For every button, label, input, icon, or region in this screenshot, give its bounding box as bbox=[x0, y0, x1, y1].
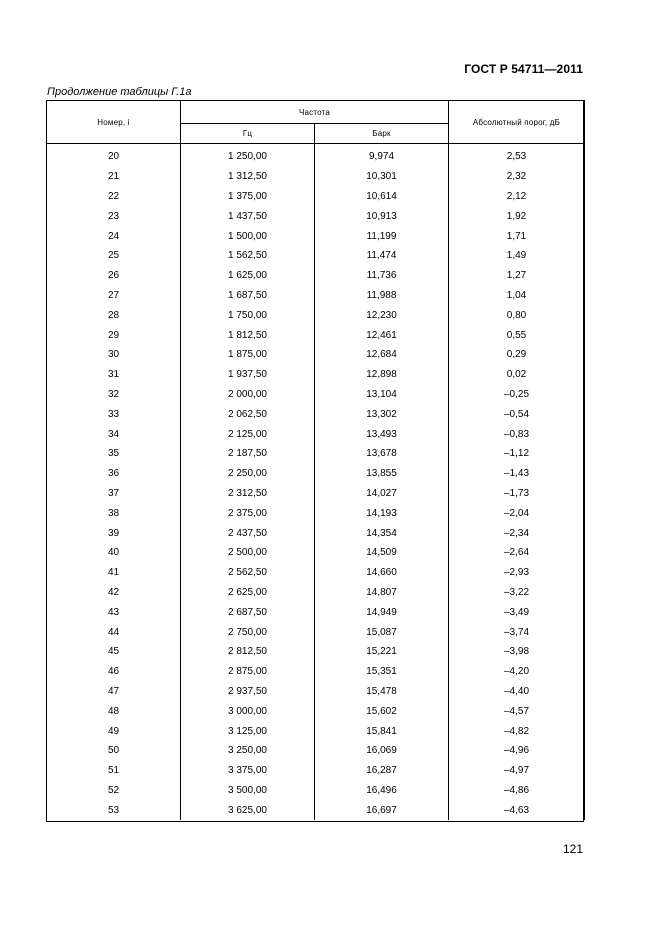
cell-number: 43 bbox=[47, 602, 181, 622]
frequency-threshold-table bbox=[46, 100, 585, 820]
cell-threshold: –1,43 bbox=[449, 464, 585, 484]
cell-number: 21 bbox=[47, 167, 181, 187]
table-row bbox=[47, 800, 585, 820]
cell-number: 46 bbox=[47, 662, 181, 682]
cell-threshold: –0,25 bbox=[449, 385, 585, 405]
cell-threshold: –1,73 bbox=[449, 484, 585, 504]
header-number: Номер, i bbox=[47, 101, 181, 144]
cell-number: 47 bbox=[47, 682, 181, 702]
cell-number: 33 bbox=[47, 404, 181, 424]
table-frame bbox=[46, 100, 584, 822]
header-threshold: Абсолютный порог, дБ bbox=[449, 101, 585, 144]
cell-hz: 2 562,50 bbox=[181, 563, 315, 583]
cell-threshold: –4,97 bbox=[449, 761, 585, 781]
cell-bark: 15,221 bbox=[315, 642, 449, 662]
cell-hz: 2 187,50 bbox=[181, 444, 315, 464]
cell-number: 24 bbox=[47, 226, 181, 246]
cell-number: 51 bbox=[47, 761, 181, 781]
cell-number: 49 bbox=[47, 721, 181, 741]
cell-hz: 1 687,50 bbox=[181, 286, 315, 306]
cell-threshold: 2,53 bbox=[449, 144, 585, 167]
cell-bark: 12,684 bbox=[315, 345, 449, 365]
table-body bbox=[47, 144, 585, 821]
table-row bbox=[47, 701, 585, 721]
cell-threshold: –4,96 bbox=[449, 741, 585, 761]
header-frequency: Частота bbox=[181, 101, 449, 124]
table-row bbox=[47, 286, 585, 306]
table-row bbox=[47, 365, 585, 385]
cell-bark: 16,069 bbox=[315, 741, 449, 761]
cell-bark: 10,913 bbox=[315, 206, 449, 226]
cell-bark: 12,898 bbox=[315, 365, 449, 385]
cell-threshold: 1,49 bbox=[449, 246, 585, 266]
table-row bbox=[47, 721, 585, 741]
cell-number: 48 bbox=[47, 701, 181, 721]
cell-threshold: –4,82 bbox=[449, 721, 585, 741]
cell-number: 34 bbox=[47, 424, 181, 444]
table-row bbox=[47, 543, 585, 563]
cell-number: 40 bbox=[47, 543, 181, 563]
cell-hz: 2 312,50 bbox=[181, 484, 315, 504]
cell-number: 29 bbox=[47, 325, 181, 345]
table-row bbox=[47, 144, 585, 167]
table-row bbox=[47, 266, 585, 286]
cell-threshold: –3,22 bbox=[449, 583, 585, 603]
cell-hz: 2 875,00 bbox=[181, 662, 315, 682]
table-row bbox=[47, 523, 585, 543]
cell-threshold: 1,04 bbox=[449, 286, 585, 306]
cell-hz: 1 625,00 bbox=[181, 266, 315, 286]
cell-threshold: –2,64 bbox=[449, 543, 585, 563]
cell-number: 23 bbox=[47, 206, 181, 226]
cell-hz: 2 625,00 bbox=[181, 583, 315, 603]
table-row bbox=[47, 464, 585, 484]
table-row bbox=[47, 622, 585, 642]
cell-bark: 15,841 bbox=[315, 721, 449, 741]
cell-hz: 3 000,00 bbox=[181, 701, 315, 721]
cell-number: 44 bbox=[47, 622, 181, 642]
cell-bark: 15,602 bbox=[315, 701, 449, 721]
cell-number: 26 bbox=[47, 266, 181, 286]
cell-hz: 1 812,50 bbox=[181, 325, 315, 345]
table-row bbox=[47, 404, 585, 424]
cell-number: 28 bbox=[47, 305, 181, 325]
cell-bark: 14,949 bbox=[315, 602, 449, 622]
cell-bark: 11,988 bbox=[315, 286, 449, 306]
table-row bbox=[47, 741, 585, 761]
cell-hz: 3 250,00 bbox=[181, 741, 315, 761]
cell-bark: 14,509 bbox=[315, 543, 449, 563]
table-row bbox=[47, 424, 585, 444]
cell-threshold: 1,92 bbox=[449, 206, 585, 226]
cell-bark: 14,193 bbox=[315, 503, 449, 523]
cell-hz: 2 250,00 bbox=[181, 464, 315, 484]
cell-bark: 15,478 bbox=[315, 682, 449, 702]
table-row bbox=[47, 662, 585, 682]
cell-number: 22 bbox=[47, 187, 181, 207]
cell-bark: 15,351 bbox=[315, 662, 449, 682]
cell-number: 42 bbox=[47, 583, 181, 603]
cell-bark: 14,027 bbox=[315, 484, 449, 504]
table-row bbox=[47, 761, 585, 781]
cell-threshold: 2,12 bbox=[449, 187, 585, 207]
table-row bbox=[47, 503, 585, 523]
table-row bbox=[47, 563, 585, 583]
cell-bark: 14,807 bbox=[315, 583, 449, 603]
table-row bbox=[47, 226, 585, 246]
cell-bark: 12,230 bbox=[315, 305, 449, 325]
cell-hz: 3 125,00 bbox=[181, 721, 315, 741]
cell-bark: 13,493 bbox=[315, 424, 449, 444]
cell-number: 41 bbox=[47, 563, 181, 583]
cell-bark: 16,496 bbox=[315, 781, 449, 801]
cell-threshold: –2,34 bbox=[449, 523, 585, 543]
cell-threshold: 1,71 bbox=[449, 226, 585, 246]
cell-number: 39 bbox=[47, 523, 181, 543]
cell-hz: 2 687,50 bbox=[181, 602, 315, 622]
cell-threshold: –4,57 bbox=[449, 701, 585, 721]
cell-number: 31 bbox=[47, 365, 181, 385]
cell-threshold: –4,86 bbox=[449, 781, 585, 801]
cell-bark: 10,614 bbox=[315, 187, 449, 207]
cell-number: 27 bbox=[47, 286, 181, 306]
cell-bark: 11,474 bbox=[315, 246, 449, 266]
cell-hz: 1 875,00 bbox=[181, 345, 315, 365]
cell-hz: 1 312,50 bbox=[181, 167, 315, 187]
cell-bark: 15,087 bbox=[315, 622, 449, 642]
cell-threshold: 0,29 bbox=[449, 345, 585, 365]
cell-hz: 3 625,00 bbox=[181, 800, 315, 820]
cell-number: 52 bbox=[47, 781, 181, 801]
cell-hz: 2 000,00 bbox=[181, 385, 315, 405]
table-row bbox=[47, 187, 585, 207]
cell-threshold: 0,02 bbox=[449, 365, 585, 385]
cell-hz: 2 375,00 bbox=[181, 503, 315, 523]
cell-bark: 16,287 bbox=[315, 761, 449, 781]
cell-bark: 16,697 bbox=[315, 800, 449, 820]
table-row bbox=[47, 325, 585, 345]
cell-hz: 1 937,50 bbox=[181, 365, 315, 385]
cell-threshold: –4,20 bbox=[449, 662, 585, 682]
cell-bark: 13,678 bbox=[315, 444, 449, 464]
header-hz: Гц bbox=[181, 124, 315, 144]
table-row bbox=[47, 246, 585, 266]
cell-threshold: 1,27 bbox=[449, 266, 585, 286]
cell-bark: 13,855 bbox=[315, 464, 449, 484]
table-row bbox=[47, 642, 585, 662]
cell-hz: 2 062,50 bbox=[181, 404, 315, 424]
cell-hz: 1 750,00 bbox=[181, 305, 315, 325]
cell-number: 37 bbox=[47, 484, 181, 504]
cell-number: 32 bbox=[47, 385, 181, 405]
cell-bark: 12,461 bbox=[315, 325, 449, 345]
cell-number: 25 bbox=[47, 246, 181, 266]
cell-threshold: 2,32 bbox=[449, 167, 585, 187]
table-row bbox=[47, 305, 585, 325]
cell-hz: 1 500,00 bbox=[181, 226, 315, 246]
cell-hz: 3 500,00 bbox=[181, 781, 315, 801]
cell-bark: 13,104 bbox=[315, 385, 449, 405]
cell-hz: 1 375,00 bbox=[181, 187, 315, 207]
cell-hz: 2 437,50 bbox=[181, 523, 315, 543]
cell-threshold: –3,74 bbox=[449, 622, 585, 642]
cell-number: 45 bbox=[47, 642, 181, 662]
table-row bbox=[47, 444, 585, 464]
cell-hz: 2 937,50 bbox=[181, 682, 315, 702]
cell-bark: 11,199 bbox=[315, 226, 449, 246]
cell-threshold: –3,98 bbox=[449, 642, 585, 662]
table-row bbox=[47, 385, 585, 405]
table-caption: Продолжение таблицы Г.1а bbox=[47, 86, 192, 98]
cell-threshold: –0,54 bbox=[449, 404, 585, 424]
cell-threshold: –3,49 bbox=[449, 602, 585, 622]
cell-bark: 10,301 bbox=[315, 167, 449, 187]
table-row bbox=[47, 167, 585, 187]
cell-threshold: –4,63 bbox=[449, 800, 585, 820]
cell-hz: 1 562,50 bbox=[181, 246, 315, 266]
cell-hz: 2 500,00 bbox=[181, 543, 315, 563]
cell-number: 38 bbox=[47, 503, 181, 523]
table-row bbox=[47, 781, 585, 801]
table-row bbox=[47, 602, 585, 622]
cell-number: 35 bbox=[47, 444, 181, 464]
cell-threshold: –0,83 bbox=[449, 424, 585, 444]
cell-threshold: 0,80 bbox=[449, 305, 585, 325]
cell-threshold: –4,40 bbox=[449, 682, 585, 702]
cell-number: 50 bbox=[47, 741, 181, 761]
cell-hz: 1 437,50 bbox=[181, 206, 315, 226]
cell-bark: 14,354 bbox=[315, 523, 449, 543]
cell-number: 36 bbox=[47, 464, 181, 484]
cell-bark: 9,974 bbox=[315, 144, 449, 167]
cell-threshold: –1,12 bbox=[449, 444, 585, 464]
cell-hz: 2 750,00 bbox=[181, 622, 315, 642]
cell-threshold: –2,04 bbox=[449, 503, 585, 523]
table-row bbox=[47, 345, 585, 365]
cell-threshold: 0,55 bbox=[449, 325, 585, 345]
document-id: ГОСТ Р 54711—2011 bbox=[464, 62, 583, 76]
cell-hz: 3 375,00 bbox=[181, 761, 315, 781]
table-row bbox=[47, 484, 585, 504]
page-number: 121 bbox=[562, 842, 583, 856]
cell-bark: 11,736 bbox=[315, 266, 449, 286]
header-bark: Барк bbox=[315, 124, 449, 144]
table-row bbox=[47, 682, 585, 702]
cell-hz: 1 250,00 bbox=[181, 144, 315, 167]
table-row bbox=[47, 583, 585, 603]
cell-number: 20 bbox=[47, 144, 181, 167]
cell-number: 30 bbox=[47, 345, 181, 365]
cell-hz: 2 812,50 bbox=[181, 642, 315, 662]
table-row bbox=[47, 206, 585, 226]
cell-hz: 2 125,00 bbox=[181, 424, 315, 444]
cell-threshold: –2,93 bbox=[449, 563, 585, 583]
cell-bark: 13,302 bbox=[315, 404, 449, 424]
cell-bark: 14,660 bbox=[315, 563, 449, 583]
cell-number: 53 bbox=[47, 800, 181, 820]
